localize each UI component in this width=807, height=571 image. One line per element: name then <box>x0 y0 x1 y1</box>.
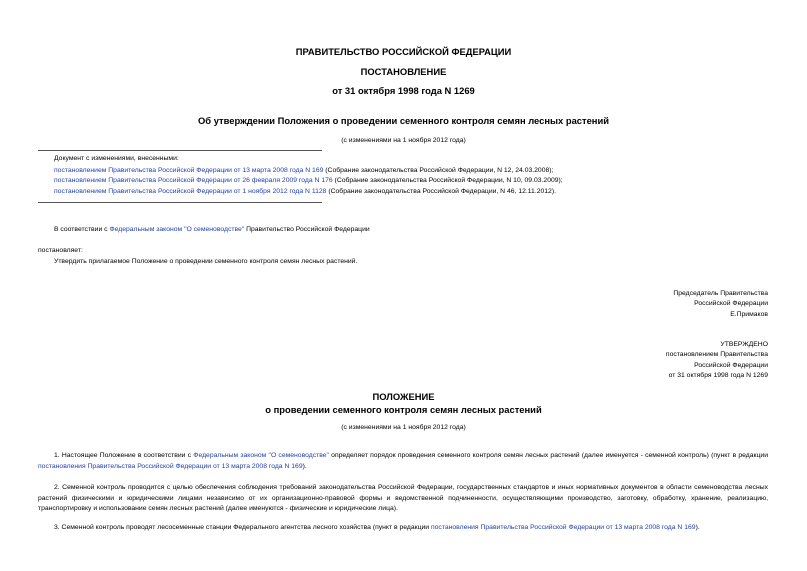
paragraph-3-pre: 3. Семенной контроль проводят лесосеменные станции Федерального агентства лесного хозяйства (пункт в редакции <box>54 524 431 531</box>
amendment-link[interactable]: постановления Правительства Российской Федерации от 13 марта 2008 года N 169 <box>38 462 303 470</box>
approved-stamp: УТВЕРЖДЕНО <box>720 341 768 348</box>
paragraph-1-post: ). <box>302 462 307 470</box>
amendment-item <box>54 188 556 195</box>
regulation-title: ПОЛОЖЕНИЕ <box>372 391 435 402</box>
government-heading: ПРАВИТЕЛЬСТВО РОССИЙСКОЙ ФЕДЕРАЦИИ <box>295 46 512 57</box>
amendments-intro: Документ с изменениями, внесенными: <box>54 155 179 162</box>
signature-country: Российской Федерации <box>694 300 768 307</box>
amendment-source: (Собрание законодательства Российской Федерации, N 46, 12.11.2012). <box>326 188 556 195</box>
revision-note: (с изменениями на 1 ноября 2012 года) <box>341 137 466 144</box>
amendment-item <box>54 177 563 184</box>
amendment-link[interactable]: постановлением Правительства Российской Федерации от 1 ноября 2012 года N 1128 <box>54 188 327 195</box>
approved-date: от 31 октября 1998 года N 1269 <box>668 372 768 379</box>
amendment-link[interactable]: постановлением Правительства Российской Федерации от 26 февраля 2009 года N 176 <box>54 177 333 184</box>
preamble-post: Правительство Российской Федерации <box>244 226 370 233</box>
paragraph-3-post: ). <box>695 524 700 531</box>
approve-text: Утвердить прилагаемое Положение о проведении семенного контроля семян лесных растений. <box>54 258 358 265</box>
amendment-source: (Собрание законодательства Российской Федерации, N 12, 24.03.2008); <box>323 167 554 174</box>
preamble-pre: В соответствии с <box>54 226 110 233</box>
document-date-number: от 31 октября 1998 года N 1269 <box>332 85 475 96</box>
law-link[interactable]: Федеральным законом "О семеноводстве" <box>109 226 245 233</box>
preamble-text <box>54 226 370 233</box>
amendment-source: (Собрание законодательства Российской Федерации, N 10, 09.03.2009); <box>332 177 563 184</box>
document-title: Об утверждении Положения о проведении семенного контроля семян лесных растений <box>198 115 609 126</box>
paragraph-1-pre: 1. Настоящее Положение в соответствии с <box>54 452 194 459</box>
approved-country: Российской Федерации <box>694 362 768 369</box>
amendment-link[interactable]: постановлением Правительства Российской Федерации от 13 марта 2008 года N 169 <box>54 167 324 174</box>
signature-name: Е.Примаков <box>730 311 768 318</box>
divider-top <box>38 150 322 151</box>
amendment-link[interactable]: постановления Правительства Российской Федерации от 13 марта 2008 года N 169 <box>430 524 696 531</box>
regulation-revision: (с изменениями на 1 ноября 2012 года) <box>341 424 466 431</box>
divider-bottom <box>38 202 322 203</box>
approved-by: постановлением Правительства <box>665 351 768 358</box>
paragraph-1-mid: определяет порядок проведения семенного контроля семян лесных растений (далее именуется - семенной контроль) (пункт в редакции <box>328 452 768 459</box>
paragraph-1 <box>38 451 768 472</box>
law-link[interactable]: Федеральным законом "О семеноводстве" <box>193 452 329 459</box>
regulation-subtitle: о проведении семенного контроля семян лесных растений <box>265 404 542 415</box>
signature-position: Председатель Правительства <box>673 290 768 297</box>
paragraph-3 <box>54 524 700 531</box>
document-type: ПОСТАНОВЛЕНИЕ <box>360 66 447 77</box>
paragraph-2: 2. Семенной контроль проводится с целью обеспечения соблюдения требований законодательства Российской Федерации, государственных стандартов и иных нормативных документов в области семеноводства лесных растений физическими и юридическими лицами независимо от их организационно-правовой формы и ведомственной подчиненности, осуществляющими производство, заготовку, обработку, хранение, реализацию, транспортировку и использование семян лесных растений (далее именуются - физические и юридические лица). <box>38 484 768 512</box>
amendment-item <box>54 167 553 174</box>
decides-text: постановляет: <box>38 247 83 254</box>
